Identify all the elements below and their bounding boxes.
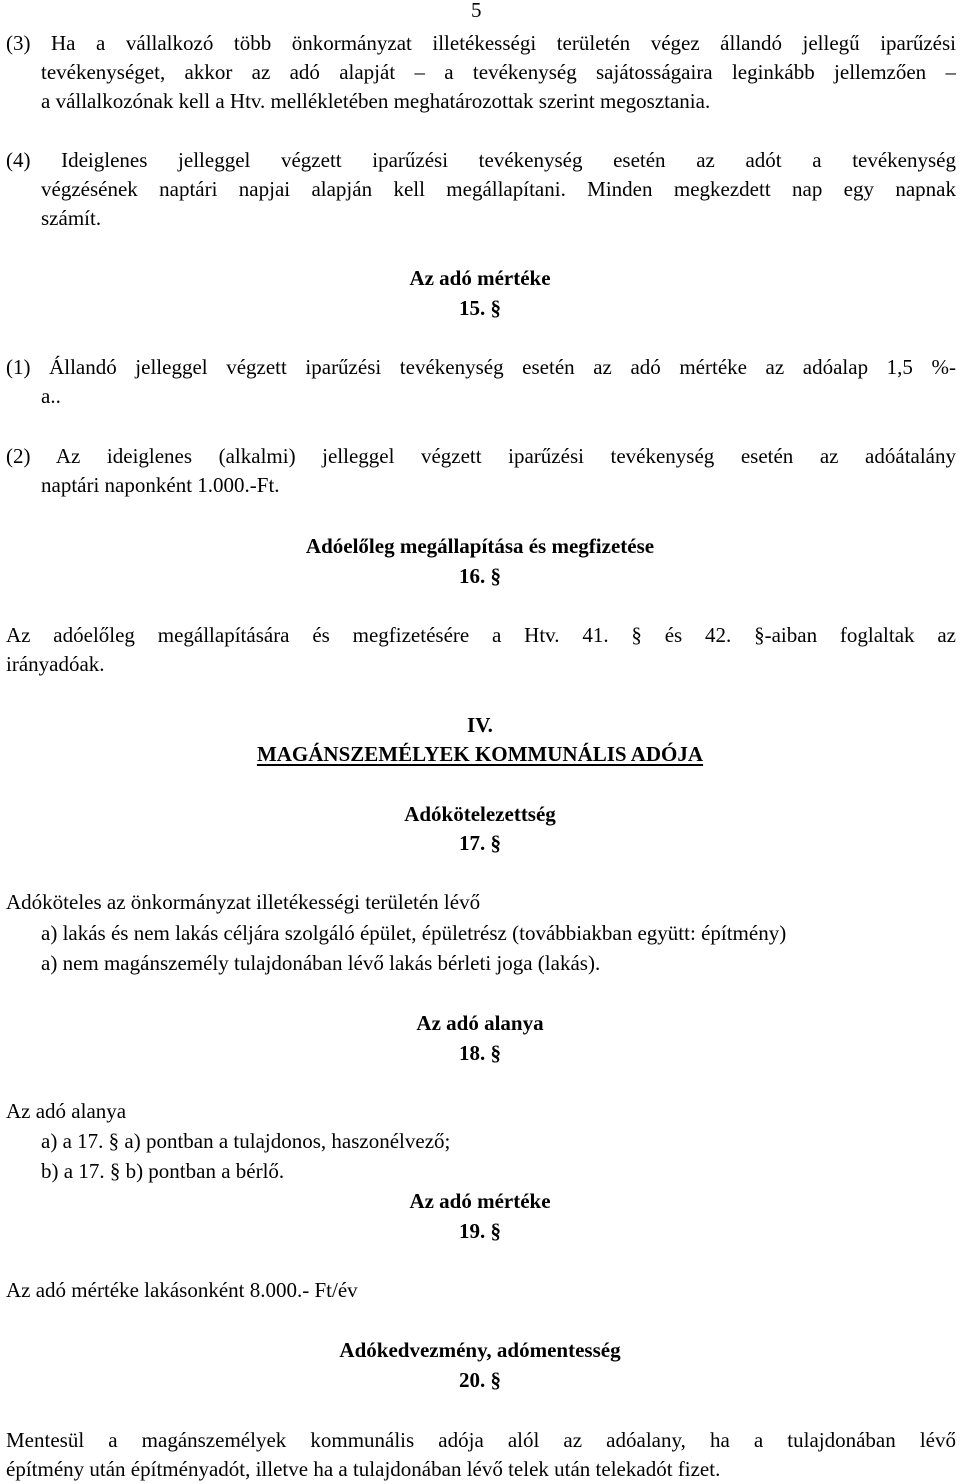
- paragraph-19: Az adó mértéke lakásonként 8.000.- Ft/év: [6, 1278, 358, 1302]
- chapter-number: IV.: [467, 713, 493, 737]
- paragraph-18-item-b: b) a 17. § b) pontban a bérlő.: [41, 1159, 285, 1183]
- section-15-number: 15. §: [459, 296, 501, 320]
- paragraph-15-1-line-2: a..: [41, 384, 61, 408]
- paragraph-18-item-a: a) a 17. § a) pontban a tulajdonos, haszonélvező;: [41, 1129, 451, 1153]
- heading-ado-alanya: Az adó alanya: [416, 1011, 544, 1035]
- section-20-number: 20. §: [459, 1368, 501, 1392]
- paragraph-20-line-1: Mentesül a magánszemélyek kommunális adója alól az adóalany, ha a tulajdonában lévő: [6, 1428, 956, 1452]
- paragraph-15-1-line-1: (1) Állandó jelleggel végzett iparűzési tevékenység esetén az adó mértéke az adóalap 1,5 %-: [6, 355, 956, 379]
- section-16-number: 16. §: [459, 564, 501, 588]
- paragraph-3-line-1: (3) Ha a vállalkozó több önkormányzat illetékességi területén végez állandó jellegű iparűzési: [6, 31, 956, 55]
- paragraph-17-intro: Adóköteles az önkormányzat illetékességi területén lévő: [6, 890, 481, 914]
- heading-adokotelezettseg: Adókötelezettség: [404, 802, 556, 826]
- paragraph-16-line-1: Az adóelőleg megállapítására és megfizetésére a Htv. 41. § és 42. §-aiban foglaltak az: [6, 623, 956, 647]
- paragraph-20-line-2: építmény után építményadót, illetve ha a tulajdonában lévő telek után telekadót fizet.: [6, 1457, 721, 1481]
- paragraph-17-item-b: a) nem magánszemély tulajdonában lévő lakás bérleti joga (lakás).: [41, 951, 601, 975]
- paragraph-15-2-line-2: naptári naponként 1.000.-Ft.: [41, 473, 280, 497]
- paragraph-4-line-3: számít.: [41, 206, 102, 230]
- paragraph-3-line-3: a vállalkozónak kell a Htv. mellékletében meghatározottak szerint megosztania.: [41, 89, 711, 113]
- page-number: 5: [471, 0, 482, 22]
- heading-ado-merteke: Az adó mértéke: [409, 266, 551, 290]
- section-17-number: 17. §: [459, 831, 501, 855]
- heading-adokedvezmeny: Adókedvezmény, adómentesség: [339, 1338, 621, 1362]
- section-18-number: 18. §: [459, 1041, 501, 1065]
- paragraph-18-intro: Az adó alanya: [6, 1099, 127, 1123]
- paragraph-3-line-2: tevékenységet, akkor az adó alapját – a tevékenység sajátosságaira leginkább jellemzően –: [41, 60, 956, 84]
- heading-ado-merteke-2: Az adó mértéke: [409, 1189, 551, 1213]
- paragraph-17-item-a: a) lakás és nem lakás céljára szolgáló épület, épületrész (továbbiakban együtt: építmény): [41, 921, 787, 945]
- chapter-title: MAGÁNSZEMÉLYEK KOMMUNÁLIS ADÓJA: [256, 742, 704, 766]
- heading-adoeloleg: Adóelőleg megállapítása és megfizetése: [305, 534, 655, 558]
- paragraph-15-2-line-1: (2) Az ideiglenes (alkalmi) jelleggel végzett iparűzési tevékenység esetén az adóátalány: [6, 444, 956, 468]
- paragraph-4-line-2: végzésének naptári napjai alapján kell megállapítani. Minden megkezdett nap egy napnak: [41, 177, 956, 201]
- paragraph-16-line-2: irányadóak.: [6, 652, 105, 676]
- section-19-number: 19. §: [459, 1219, 501, 1243]
- paragraph-4-line-1: (4) Ideiglenes jelleggel végzett iparűzési tevékenység esetén az adót a tevékenység: [6, 148, 956, 172]
